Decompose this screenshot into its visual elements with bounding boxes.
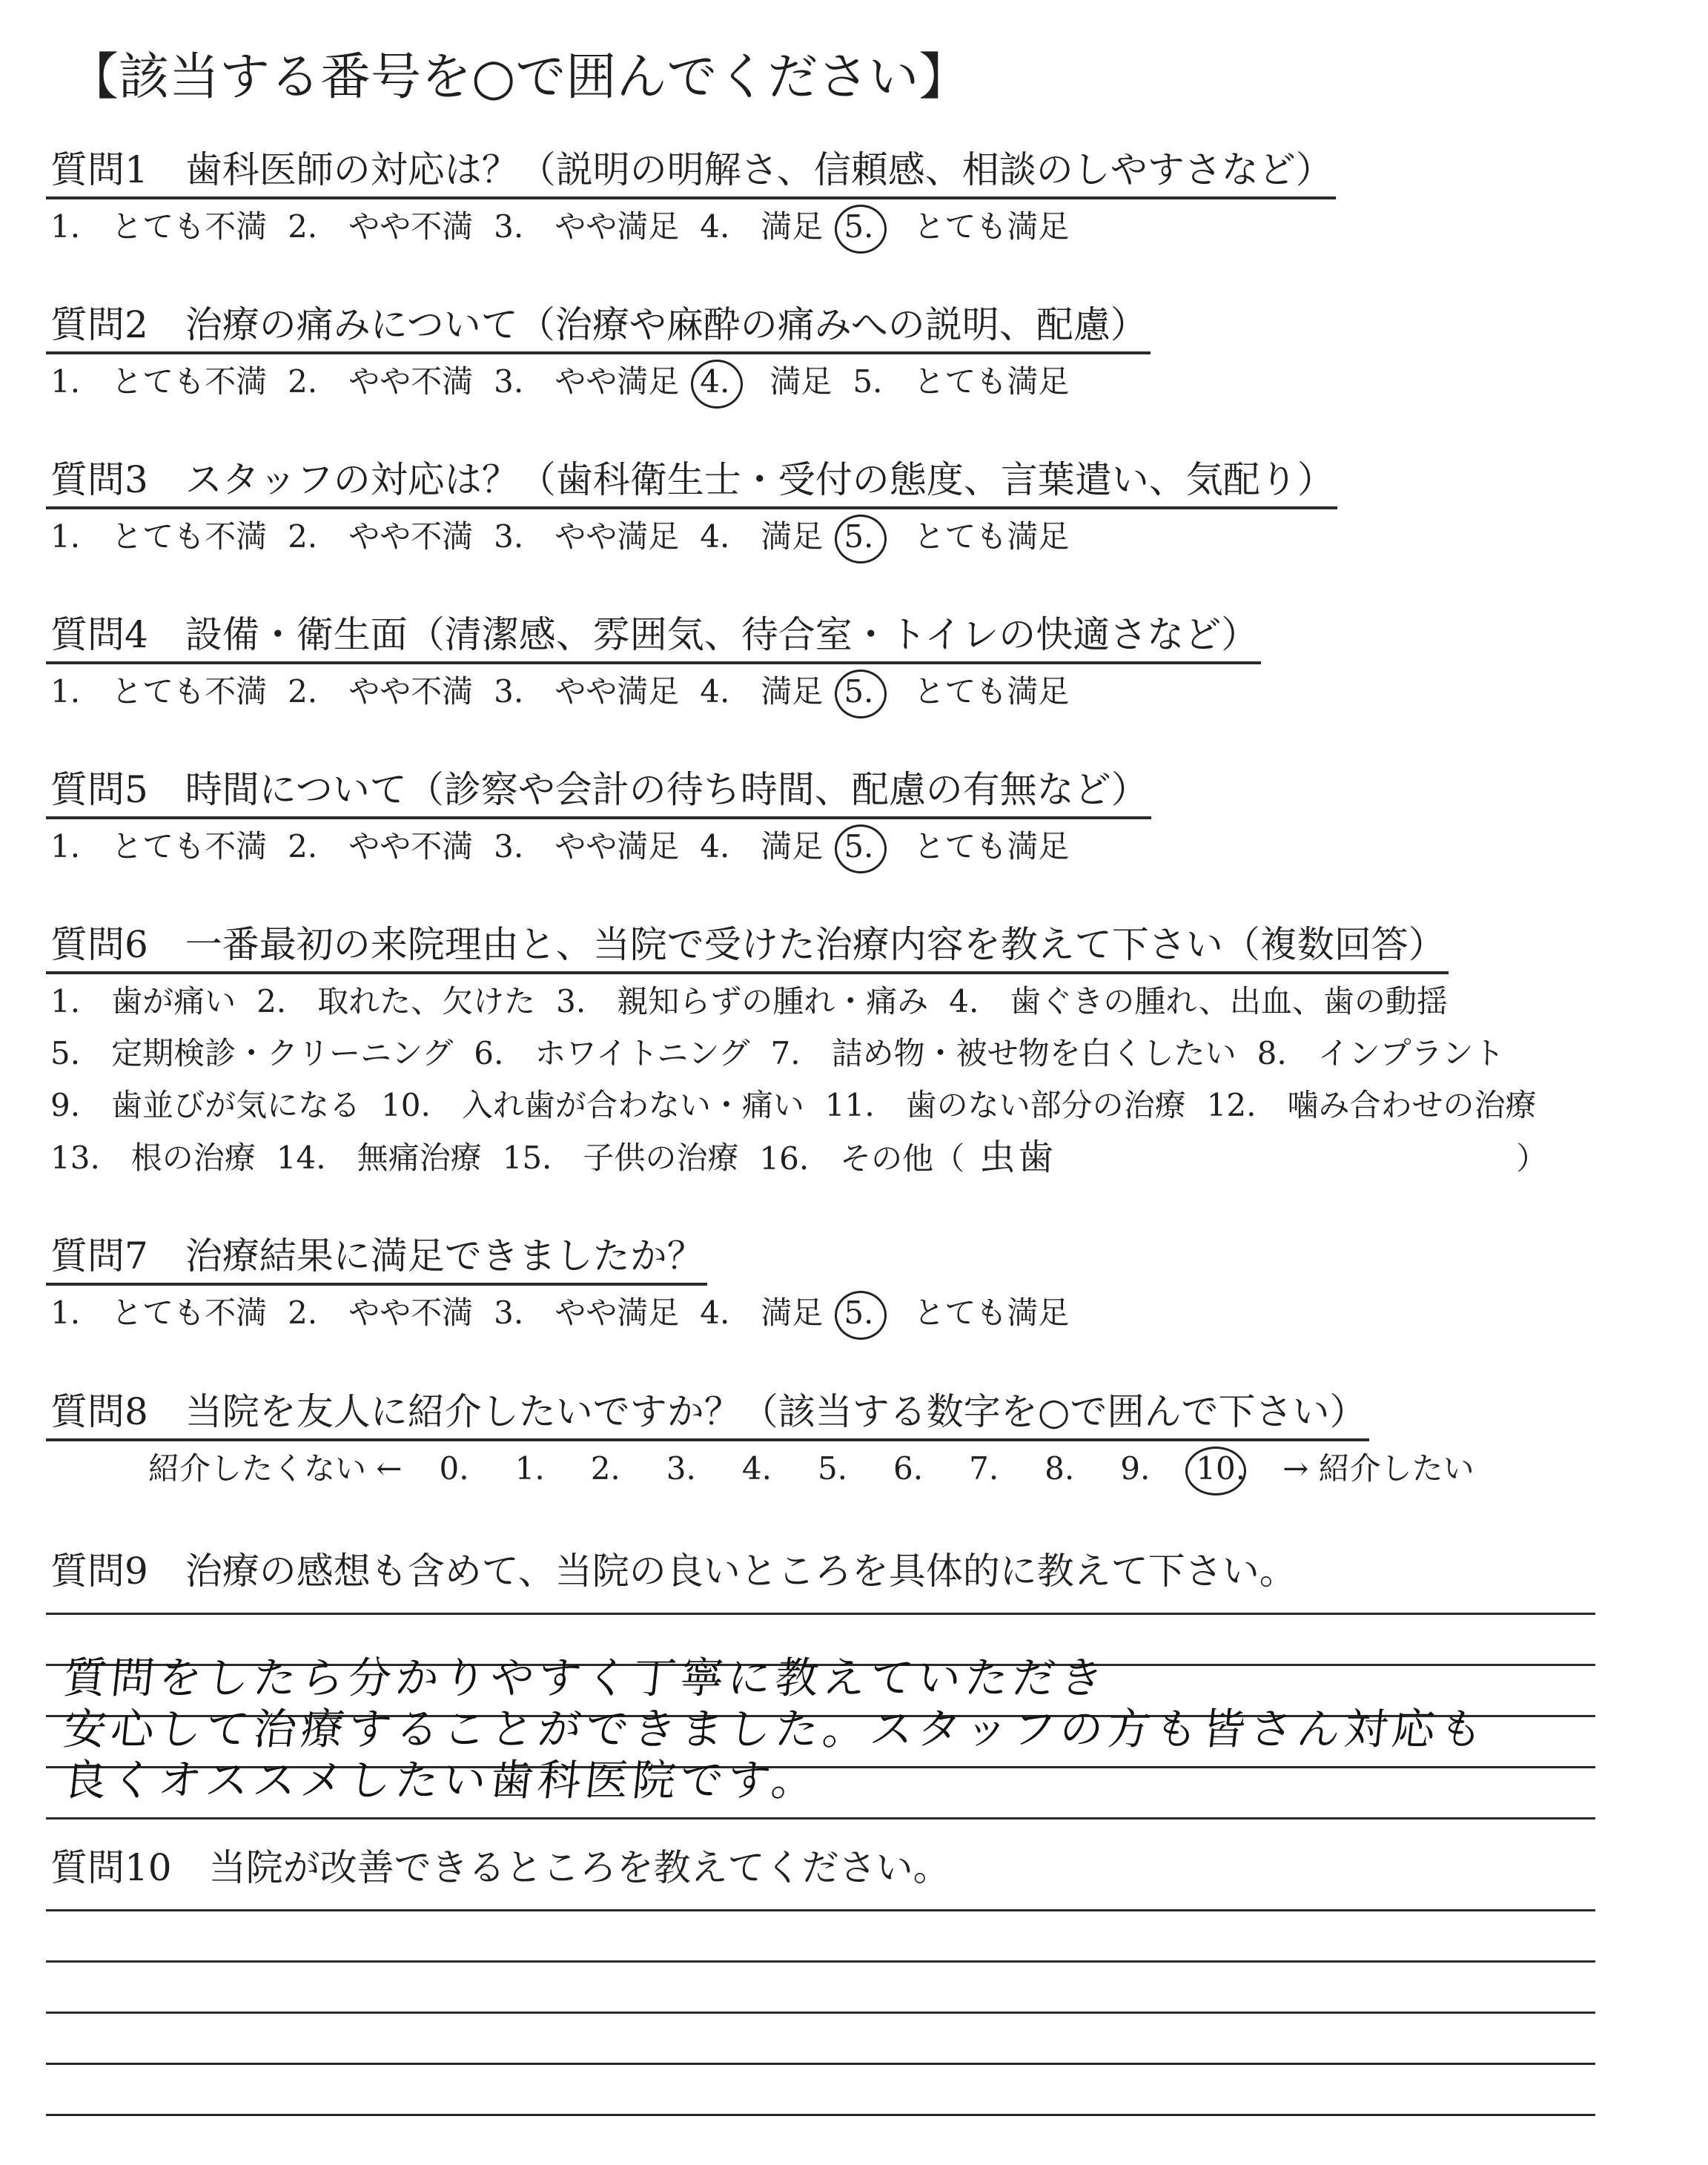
reason-option[interactable]: 10. 入れ歯が合わない・痛い [381, 1087, 804, 1123]
rating-option[interactable]: 1. とても不満 [50, 1295, 268, 1331]
rating-option[interactable]: 4. 満足 [700, 673, 824, 710]
question-7-options [50, 1290, 1069, 1336]
reason-option[interactable]: 8. インプラント [1257, 1035, 1505, 1071]
question-10 [46, 1842, 953, 1894]
rating-option[interactable] [844, 824, 1069, 870]
scale-option[interactable] [893, 1446, 932, 1492]
selected-number: 4. [700, 359, 729, 405]
scale-number: 5. [817, 1450, 848, 1487]
scale-number: 1. [514, 1450, 545, 1487]
reason-option[interactable]: 14. 無痛治療 [276, 1140, 482, 1176]
question-4 [46, 609, 1261, 715]
other-handwritten-value: 虫歯 [979, 1137, 1057, 1178]
reason-option[interactable]: 3. 親知らずの腫れ・痛み [556, 983, 929, 1019]
option-label: とても満足 [882, 1295, 1070, 1331]
rating-option[interactable]: 4. 満足 [700, 828, 824, 865]
rating-option[interactable]: 2. やや不満 [288, 363, 474, 400]
question-3-title: 質問3 スタッフの対応は？（歯科衛生士・受付の態度、言葉遣い、気配り） [46, 455, 1337, 509]
rating-option[interactable]: 1. とても不満 [50, 208, 268, 245]
scale-left-label: 紹介したくない ← [148, 1450, 403, 1487]
question-6-options [50, 979, 1666, 1182]
answer-line [46, 2063, 1595, 2065]
question-1-title: 質問1 歯科医師の対応は？（説明の明解さ、信頼感、相談のしやすさなど） [46, 145, 1336, 199]
rating-option[interactable]: 2. やや不満 [288, 673, 474, 710]
rating-option[interactable] [844, 204, 1069, 250]
question-1 [46, 145, 1336, 250]
reason-option[interactable]: 1. 歯が痛い [50, 983, 236, 1019]
selected-number: 5. [844, 514, 873, 560]
question-8-title: 質問8 当院を友人に紹介したいですか？（該当する数字を○で囲んで下さい） [46, 1386, 1369, 1441]
selected-number: 5. [844, 824, 873, 870]
rating-option[interactable] [844, 1290, 1069, 1336]
rating-option[interactable]: 3. やや満足 [494, 828, 680, 865]
reason-option[interactable]: 13. 根の治療 [50, 1140, 256, 1176]
reason-option[interactable]: 11. 歯のない部分の治療 [824, 1087, 1186, 1123]
rating-option[interactable]: 2. やや不満 [288, 828, 474, 865]
rating-option[interactable]: 2. やや不満 [288, 1295, 474, 1331]
rating-option[interactable]: 5. とても満足 [853, 363, 1070, 400]
selected-number: 5. [844, 1290, 873, 1336]
question-3 [46, 455, 1337, 560]
question-1-options [50, 204, 1336, 250]
question-5-title: 質問5 時間について（診察や会計の待ち時間、配慮の有無など） [46, 764, 1151, 819]
scale-number: 6. [893, 1450, 924, 1487]
option-label: 満足 [738, 363, 833, 400]
scale-number: 9. [1120, 1450, 1151, 1487]
other-label: 16. その他（ [759, 1140, 965, 1177]
answer-line [46, 2012, 1595, 2014]
scale-number: 0. [439, 1450, 469, 1487]
rating-option[interactable]: 1. とても不満 [50, 518, 268, 555]
scale-option[interactable] [1120, 1446, 1159, 1492]
scale-number: 4. [741, 1450, 772, 1487]
question-10-answer-lines [46, 1909, 1595, 2165]
reason-option-other[interactable] [759, 1134, 1547, 1182]
rating-option[interactable]: 4. 満足 [700, 518, 824, 555]
question-8 [46, 1386, 1474, 1492]
rating-option[interactable] [700, 359, 832, 405]
question-10-title: 質問10 当院が改善できるところを教えてください。 [50, 1846, 950, 1889]
scale-number: 10. [1196, 1446, 1245, 1492]
scale-option[interactable] [591, 1446, 629, 1492]
page-heading: 【該当する番号を○で囲んでください】 [68, 48, 970, 107]
rating-option[interactable]: 3. やや満足 [494, 1295, 680, 1331]
rating-option[interactable]: 1. とても不満 [50, 828, 268, 865]
scale-option[interactable] [666, 1446, 705, 1492]
reason-option[interactable]: 12. 噛み合わせの治療 [1206, 1087, 1537, 1123]
reason-option[interactable]: 4. 歯ぐきの腫れ、出血、歯の動揺 [949, 983, 1448, 1019]
rating-option[interactable]: 1. とても不満 [50, 673, 268, 710]
rating-option[interactable] [844, 514, 1069, 560]
question-5 [46, 764, 1151, 870]
rating-option[interactable] [844, 669, 1069, 715]
rating-option[interactable]: 4. 満足 [700, 208, 824, 245]
question-9 [46, 1546, 1300, 1598]
question-9-title: 質問9 治療の感想も含めて、当院の良いところを具体的に教えて下さい。 [50, 1550, 1297, 1593]
scale-number: 2. [590, 1450, 620, 1487]
rating-option[interactable]: 2. やや不満 [288, 518, 474, 555]
question-4-options [50, 669, 1261, 715]
selected-number: 5. [844, 669, 873, 715]
reason-option[interactable]: 6. ホワイトニング [474, 1035, 750, 1071]
scale-option[interactable] [1045, 1446, 1083, 1492]
answer-line [46, 1909, 1595, 1911]
q9-handwritten-line-1: 質問をしたら分かりやすく丁寧に教えていただき [61, 1653, 1110, 1703]
answer-line [46, 1960, 1595, 1963]
question-7-title: 質問7 治療結果に満足できましたか？ [46, 1231, 707, 1286]
scale-number: 3. [666, 1450, 696, 1487]
rating-option[interactable]: 4. 満足 [700, 1295, 824, 1331]
scale-option[interactable] [515, 1446, 554, 1492]
scale-number: 7. [969, 1450, 999, 1487]
rating-option[interactable]: 3. やや満足 [494, 518, 680, 555]
scale-option[interactable] [1196, 1446, 1245, 1492]
q9-handwritten-line-2: 安心して治療することができました。スタッフの方も皆さん対応も [61, 1704, 1490, 1754]
question-8-scale [148, 1446, 1474, 1492]
reason-option[interactable]: 9. 歯並びが気になる [50, 1087, 361, 1123]
reason-option[interactable]: 2. 取れた、欠けた [256, 983, 536, 1019]
selected-number: 5. [844, 204, 873, 250]
question-5-options [50, 824, 1151, 870]
option-label: とても満足 [882, 208, 1070, 245]
q9-handwritten-line-3: 良くオススメしたい歯科医院です。 [61, 1755, 822, 1805]
answer-line [46, 1817, 1595, 1819]
scale-number: 8. [1045, 1450, 1075, 1487]
reason-option[interactable]: 7. 詰め物・被せ物を白くしたい [770, 1035, 1237, 1071]
option-label: とても満足 [882, 828, 1070, 865]
scale-option[interactable] [742, 1446, 781, 1492]
option-label: とても満足 [882, 673, 1070, 710]
question-3-options [50, 514, 1337, 560]
rating-option[interactable]: 2. やや不満 [288, 208, 474, 245]
question-2-options [50, 359, 1151, 405]
other-close: ） [1516, 1140, 1548, 1177]
answer-line [46, 1613, 1595, 1615]
scale-option[interactable] [818, 1446, 856, 1492]
reason-option[interactable]: 5. 定期検診・クリーニング [50, 1035, 454, 1071]
scale-option[interactable] [440, 1446, 478, 1492]
rating-option[interactable]: 1. とても不満 [50, 363, 268, 400]
rating-option[interactable]: 3. やや満足 [494, 673, 680, 710]
question-6-title: 質問6 一番最初の来院理由と、当院で受けた治療内容を教えて下さい（複数回答） [46, 919, 1449, 974]
question-6 [46, 919, 1666, 1182]
reason-option[interactable]: 15. 子供の治療 [502, 1140, 739, 1176]
scale-right-label: → 紹介したい [1282, 1450, 1474, 1487]
scale-option[interactable] [969, 1446, 1007, 1492]
answer-line [46, 2114, 1595, 2116]
question-2 [46, 300, 1151, 405]
option-label: とても満足 [882, 518, 1070, 555]
question-4-title: 質問4 設備・衛生面（清潔感、雰囲気、待合室・トイレの快適さなど） [46, 609, 1261, 664]
question-2-title: 質問2 治療の痛みについて（治療や麻酔の痛みへの説明、配慮） [46, 300, 1151, 354]
rating-option[interactable]: 3. やや満足 [494, 363, 680, 400]
rating-option[interactable]: 3. やや満足 [494, 208, 680, 245]
question-7 [46, 1231, 1069, 1336]
